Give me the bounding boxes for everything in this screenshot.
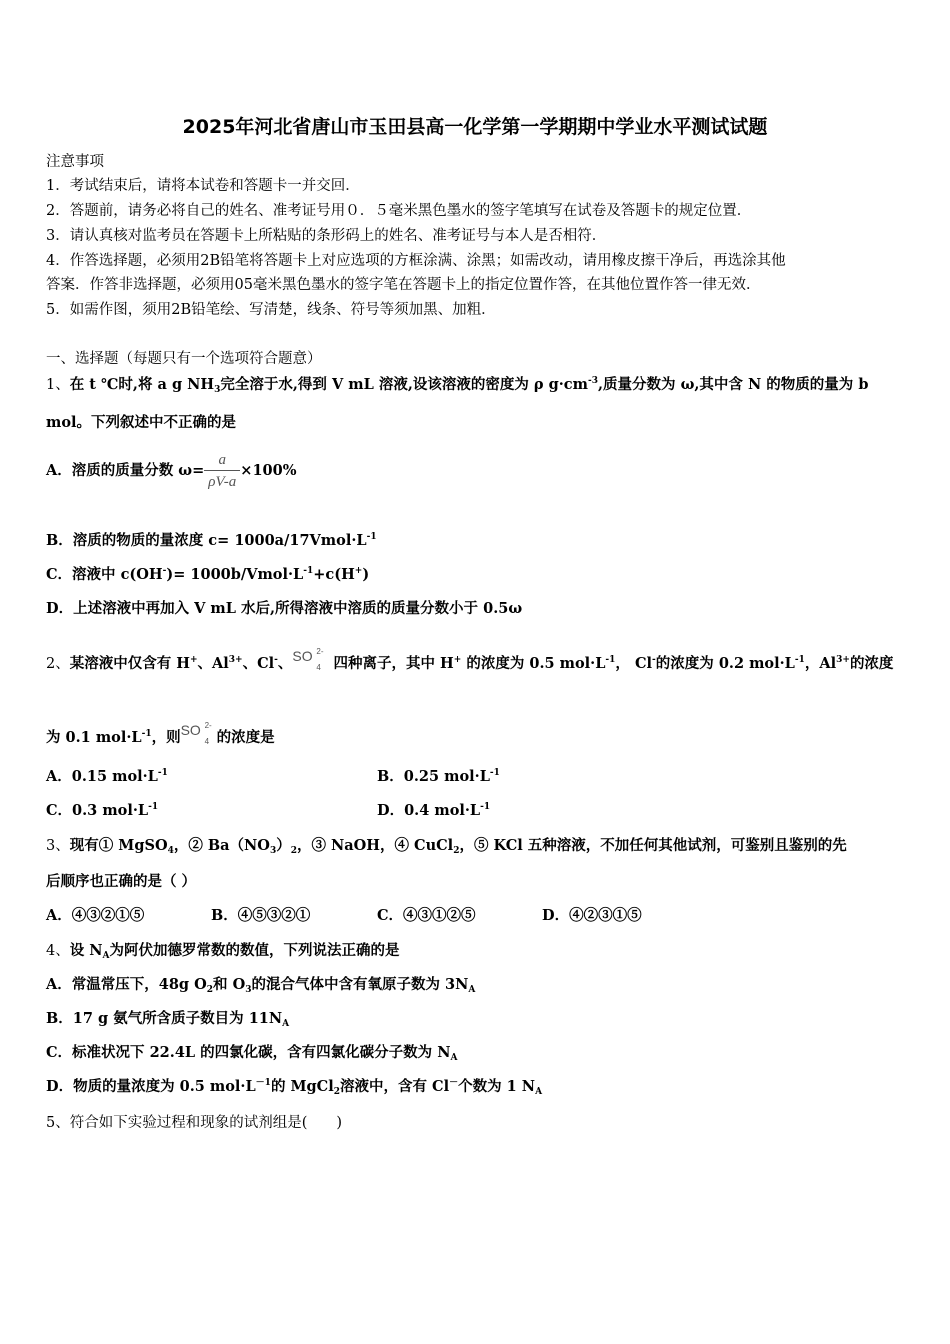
question-number: 3、: [46, 838, 70, 854]
question-1-stem: 1、在 t ℃时,将 a g $NH_3$完全溶于水,得到 V mL 溶液,设该溶液的密度为 ρ $g\cdot cm^{-3}$,质量分数为 ω,其中含 N 的物质的量为 b: [46, 376, 869, 395]
question-4-option-d: D．物质的量浓度为 0.5 $mol\cdot L^{-1}$的 MgCl$_2$溶液中，含有 Cl－个数为 1 $N_A$: [46, 1078, 543, 1097]
question-4-stem: 4、设 $N_A$为阿伏加德罗常数的数值，下列说法正确的是: [46, 942, 400, 961]
notice-item: 1．考试结束后，请将本试卷和答题卡一并交回．: [46, 178, 360, 194]
question-2-option-d: D．0.4 $mol\cdot L^{-1}$: [377, 802, 491, 819]
question-3-option-c: C．④③①②⑤: [377, 907, 476, 924]
question-number: 1、: [46, 377, 70, 393]
mass-fraction-formula: $\frac{a}{\rho V-a}$: [204, 450, 240, 493]
question-number: 5、: [46, 1115, 70, 1131]
notice-item: 5．如需作图，须用2B铅笔绘、写清楚，线条、符号等须加黑、加粗．: [46, 302, 496, 318]
notice-heading: 注意事项: [46, 154, 104, 170]
question-3-stem: 3、现有① MgSO$_4$，② $Ba(NO_3)_2$，③ NaOH，④ CuCl$_2$，⑤ KCl 五种溶液，不加任何其他试剂，可鉴别且鉴别的先: [46, 837, 847, 856]
question-3-option-a: A．④③②①⑤: [46, 907, 145, 924]
question-2-stem: 2、某溶液中仅含有 H+、$Al^{3+}$、Cl-、 SO 2- 4 四种离子，其中 H+ 的浓度为 0.5 $mol\cdot L^{-1}$， Cl-的浓度为 0.2 $mol\cdot L^{-1}$，$Al^{3+}$的浓度: [46, 647, 894, 672]
question-number: 4、: [46, 943, 70, 959]
notice-item: 2．答题前，请务必将自己的姓名、准考证号用０．５毫米黑色墨水的签字笔填写在试卷及答题卡的规定位置．: [46, 203, 752, 219]
question-1-option-b: B．溶质的物质的量浓度 $c= 1000a/17Vmol\cdot L^{-1}$: [46, 532, 377, 549]
notice-item: 答案．作答非选择题，必须用05毫米黑色墨水的签字笔在答题卡上的指定位置作答，在其他位置作答一律无效．: [46, 277, 761, 293]
sulfate-ion-formula: SO 2- 4: [292, 647, 324, 672]
question-2-option-c: C．0.3 $mol\cdot L^{-1}$: [46, 802, 159, 819]
page-title: 2025年河北省唐山市玉田县高一化学第一学期期中学业水平测试试题: [182, 116, 768, 138]
question-2-option-b: B．0.25 $mol\cdot L^{-1}$: [377, 768, 500, 785]
section-heading: 一、选择题（每题只有一个选项符合题意）: [46, 351, 322, 367]
notice-item: 3．请认真核对监考员在答题卡上所粘贴的条形码上的姓名、准考证号与本人是否相符．: [46, 228, 607, 244]
question-3-option-b: B．④⑤③②①: [211, 907, 311, 924]
sulfate-ion-formula: SO 2- 4: [180, 721, 212, 746]
question-2-stem-cont: 为 0.1 $mol\cdot L^{-1}$，则 SO 2- 4 的浓度是: [46, 721, 275, 746]
question-4-option-c: C．标准状况下 22.4L 的四氯化碳，含有四氯化碳分子数为 $N_A$: [46, 1044, 458, 1063]
question-2-option-a: A．0.15 $mol\cdot L^{-1}$: [46, 768, 168, 785]
question-4-option-a: A．常温常压下，48g $O_2$和 $O_3$的混合气体中含有氧原子数为 $3N_A$: [46, 976, 476, 995]
question-1-option-c: C．溶液中 $c(OH^-)= 1000b/Vmol\cdot L^{-1}+c(H^+)$: [46, 566, 370, 583]
question-4-option-b: B．17 g 氨气所含质子数目为 $11N_A$: [46, 1010, 290, 1029]
question-number: 2、: [46, 656, 70, 672]
question-1-option-d: D．上述溶液中再加入 V mL 水后,所得溶液中溶质的质量分数小于 0.5ω: [46, 600, 523, 617]
question-3-option-d: D．④②③①⑤: [542, 907, 642, 924]
question-5-stem: 5、符合如下实验过程和现象的试剂组是( ): [46, 1115, 343, 1131]
question-3-stem-cont: 后顺序也正确的是（ ）: [46, 873, 197, 890]
question-1-stem-cont: mol。下列叙述中不正确的是: [46, 414, 237, 431]
question-1-option-a: A．溶质的质量分数 ω= $\frac{a}{\rho V-a}$ ×100%: [46, 448, 297, 494]
notice-item: 4．作答选择题，必须用2B铅笔将答题卡上对应选项的方框涂满、涂黑；如需改动，请用橡皮擦干净后，再选涂其他: [46, 253, 786, 269]
